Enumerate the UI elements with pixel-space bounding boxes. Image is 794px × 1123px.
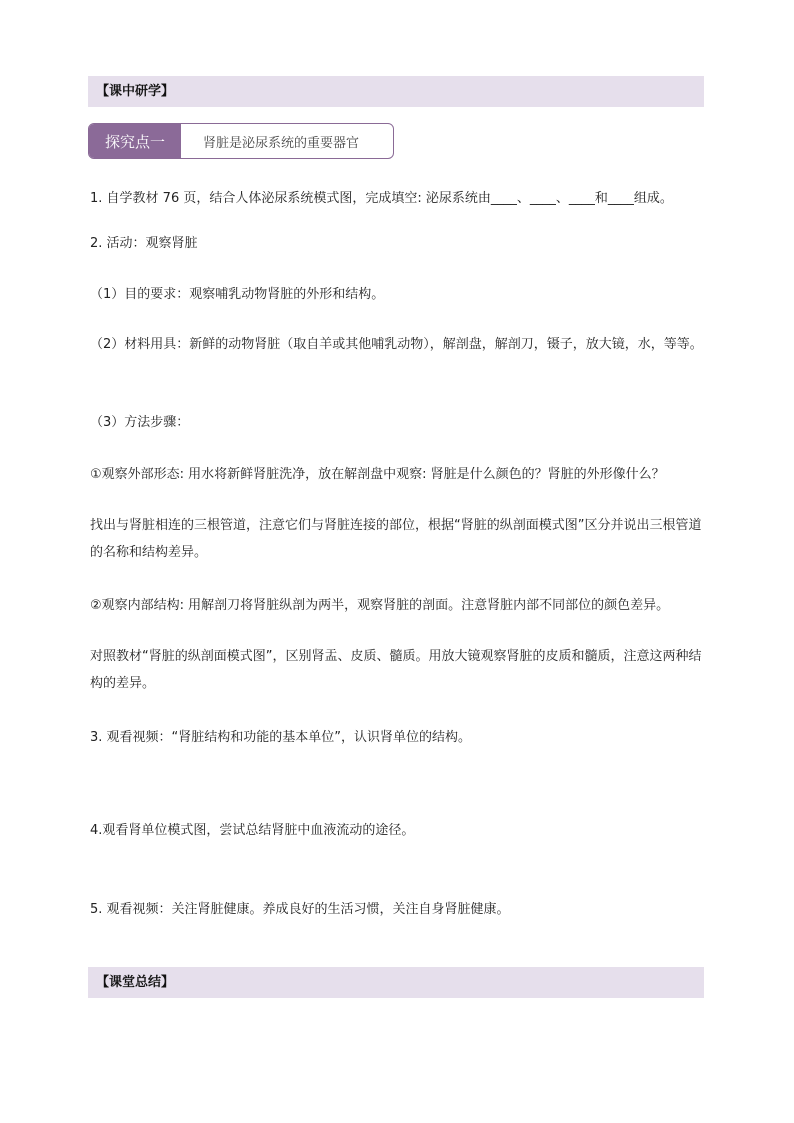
step-three-tubes: 找出与肾脏相连的三根管道，注意它们与肾脏连接的部位，根据“肾脏的纵剖面模式图”区分并说出三根管道的名称和结构差异。	[90, 518, 702, 560]
explore-point-box	[88, 123, 394, 159]
activity-steps-heading: （3）方法步骤：	[90, 415, 190, 430]
step-compare-diagram: 对照教材“肾脏的纵剖面模式图”，区别肾盂、皮质、髓质。用放大镜观察肾脏的皮质和髓质，注意这两种结构的差异。	[90, 649, 702, 691]
step-internal-structure: ②观察内部结构: 用解剖刀将肾脏纵剖为两半，观察肾脏的剖面。注意肾脏内部不同部位的颜色差异。	[90, 598, 670, 613]
activity-purpose: （1）目的要求：观察哺乳动物肾脏的外形和结构。	[90, 287, 385, 302]
activity-heading: 2. 活动：观察肾脏	[90, 236, 198, 251]
activity-materials: （2）材料用具：新鲜的动物肾脏（取自羊或其他哺乳动物），解剖盘，解剖刀，镊子，放大镜，水，等等。	[90, 337, 703, 352]
question-4: 4.观看肾单位模式图，尝试总结肾脏中血液流动的途径。	[90, 823, 415, 838]
explore-point-tag: 探究点一	[89, 124, 181, 158]
question-5: 5. 观看视频：关注肾脏健康。养成良好的生活习惯，关注自身肾脏健康。	[90, 902, 510, 917]
section-header-in-class: 【课中研学】	[88, 76, 704, 107]
explore-point-title: 肾脏是泌尿系统的重要器官	[203, 135, 360, 151]
question-3: 3. 观看视频：“肾脏结构和功能的基本单位”，认识肾单位的结构。	[90, 730, 472, 745]
step-external-observation: ①观察外部形态: 用水将新鲜肾脏洗净，放在解剖盘中观察: 肾脏是什么颜色的？肾脏的外形像什么？	[90, 467, 665, 482]
question-1: 1. 自学教材 76 页，结合人体泌尿系统模式图，完成填空: 泌尿系统由____、____、____和____组成。	[90, 191, 673, 206]
section-header-summary: 【课堂总结】	[88, 967, 704, 998]
